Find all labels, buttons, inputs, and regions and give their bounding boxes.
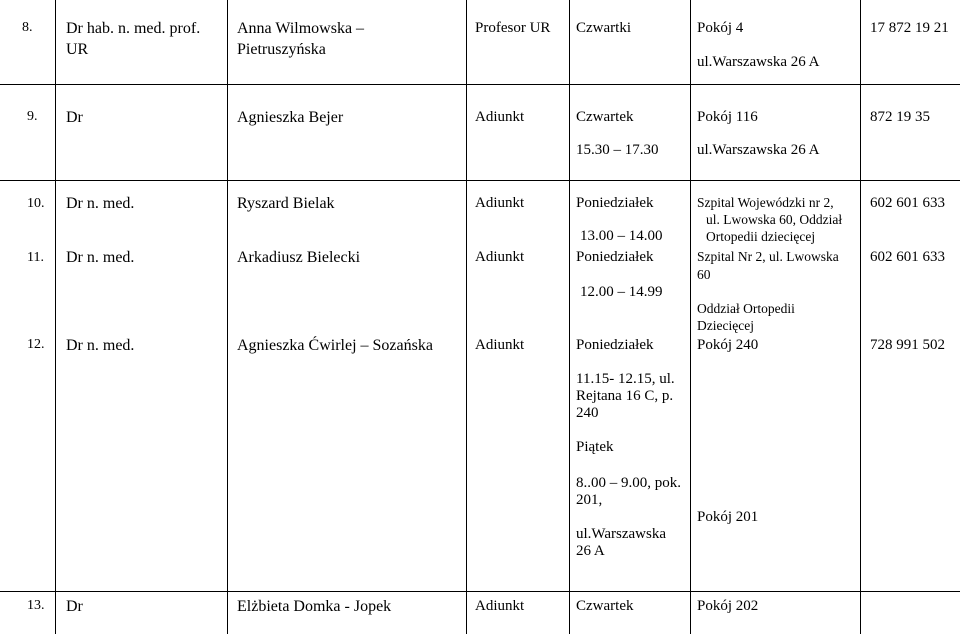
office-day: Poniedziałek: [576, 195, 654, 211]
staff-name: Arkadiusz Bielecki: [237, 249, 361, 266]
office-hours: 12.00 – 14.99: [580, 284, 663, 300]
position: Adiunkt: [475, 598, 525, 614]
office-day: Piątek: [576, 439, 614, 455]
position: Adiunkt: [475, 195, 525, 211]
office-hours: 11.15- 12.15, ul.: [576, 371, 675, 387]
degree: Dr n. med.: [66, 249, 135, 266]
phone-number: 602 601 633: [870, 195, 945, 211]
office-place: ul.Warszawska 26 A: [697, 54, 820, 70]
office-day: Czwartek: [576, 109, 634, 125]
degree: Dr: [66, 598, 83, 615]
column-divider: [690, 0, 691, 634]
row-number: 13.: [27, 598, 45, 613]
office-place: Szpital Wojewódzki nr 2,: [697, 195, 834, 210]
office-place: Pokój 201: [697, 509, 759, 525]
office-hours: 240: [576, 405, 599, 421]
row-number: 12.: [27, 337, 45, 352]
office-place: Szpital Nr 2, ul. Lwowska: [697, 249, 839, 264]
office-place: ul. Lwowska 60, Oddział: [706, 212, 843, 227]
office-day: Poniedziałek: [576, 249, 654, 265]
position: Adiunkt: [475, 337, 525, 353]
column-divider: [227, 0, 228, 634]
office-place: ul.Warszawska 26 A: [697, 142, 820, 158]
phone-number: 17 872 19 21: [870, 20, 949, 36]
office-place: Ortopedii dziecięcej: [706, 229, 816, 244]
office-hours: 15.30 – 17.30: [576, 142, 659, 158]
phone-number: 602 601 633: [870, 249, 945, 265]
row-number: 8.: [22, 20, 33, 35]
staff-name: Pietruszyńska: [237, 41, 326, 58]
office-day: Czwartek: [576, 598, 634, 614]
column-divider: [569, 0, 570, 634]
staff-name: Elżbieta Domka - Jopek: [237, 598, 392, 615]
row-divider: [0, 180, 960, 181]
row-number: 9.: [27, 109, 38, 124]
degree: Dr n. med.: [66, 337, 135, 354]
office-hours: Rejtana 16 C, p.: [576, 388, 674, 404]
office-place: Oddział Ortopedii: [697, 301, 795, 316]
column-divider: [860, 0, 861, 634]
row-number: 10.: [27, 196, 45, 211]
phone-number: 872 19 35: [870, 109, 930, 125]
office-day: Czwartki: [576, 20, 631, 36]
staff-name: Agnieszka Bejer: [237, 109, 344, 126]
position: Adiunkt: [475, 109, 525, 125]
column-divider: [466, 0, 467, 634]
office-hours: 8..00 – 9.00, pok.: [576, 475, 681, 491]
row-divider: [0, 591, 960, 592]
office-place: Dziecięcej: [697, 318, 754, 333]
office-place: Pokój 202: [697, 598, 759, 614]
office-day: Poniedziałek: [576, 337, 654, 353]
office-hours: 13.00 – 14.00: [580, 228, 663, 244]
degree: UR: [66, 41, 89, 58]
office-place: Pokój 240: [697, 337, 759, 353]
staff-name: Ryszard Bielak: [237, 195, 335, 212]
office-place: 60: [697, 267, 711, 282]
degree: Dr n. med.: [66, 195, 135, 212]
office-hours: 26 A: [576, 543, 605, 559]
office-hours: 201,: [576, 492, 603, 508]
office-hours: ul.Warszawska: [576, 526, 667, 542]
column-divider: [55, 0, 56, 634]
staff-name: Agnieszka Ćwirlej – Sozańska: [237, 337, 433, 354]
row-number: 11.: [27, 250, 44, 265]
position: Profesor UR: [475, 20, 551, 36]
staff-name: Anna Wilmowska –: [237, 20, 365, 37]
phone-number: 728 991 502: [870, 337, 945, 353]
position: Adiunkt: [475, 249, 525, 265]
degree: Dr: [66, 109, 83, 126]
row-divider: [0, 84, 960, 85]
office-place: Pokój 116: [697, 109, 758, 125]
office-place: Pokój 4: [697, 20, 744, 36]
degree: Dr hab. n. med. prof.: [66, 20, 201, 37]
